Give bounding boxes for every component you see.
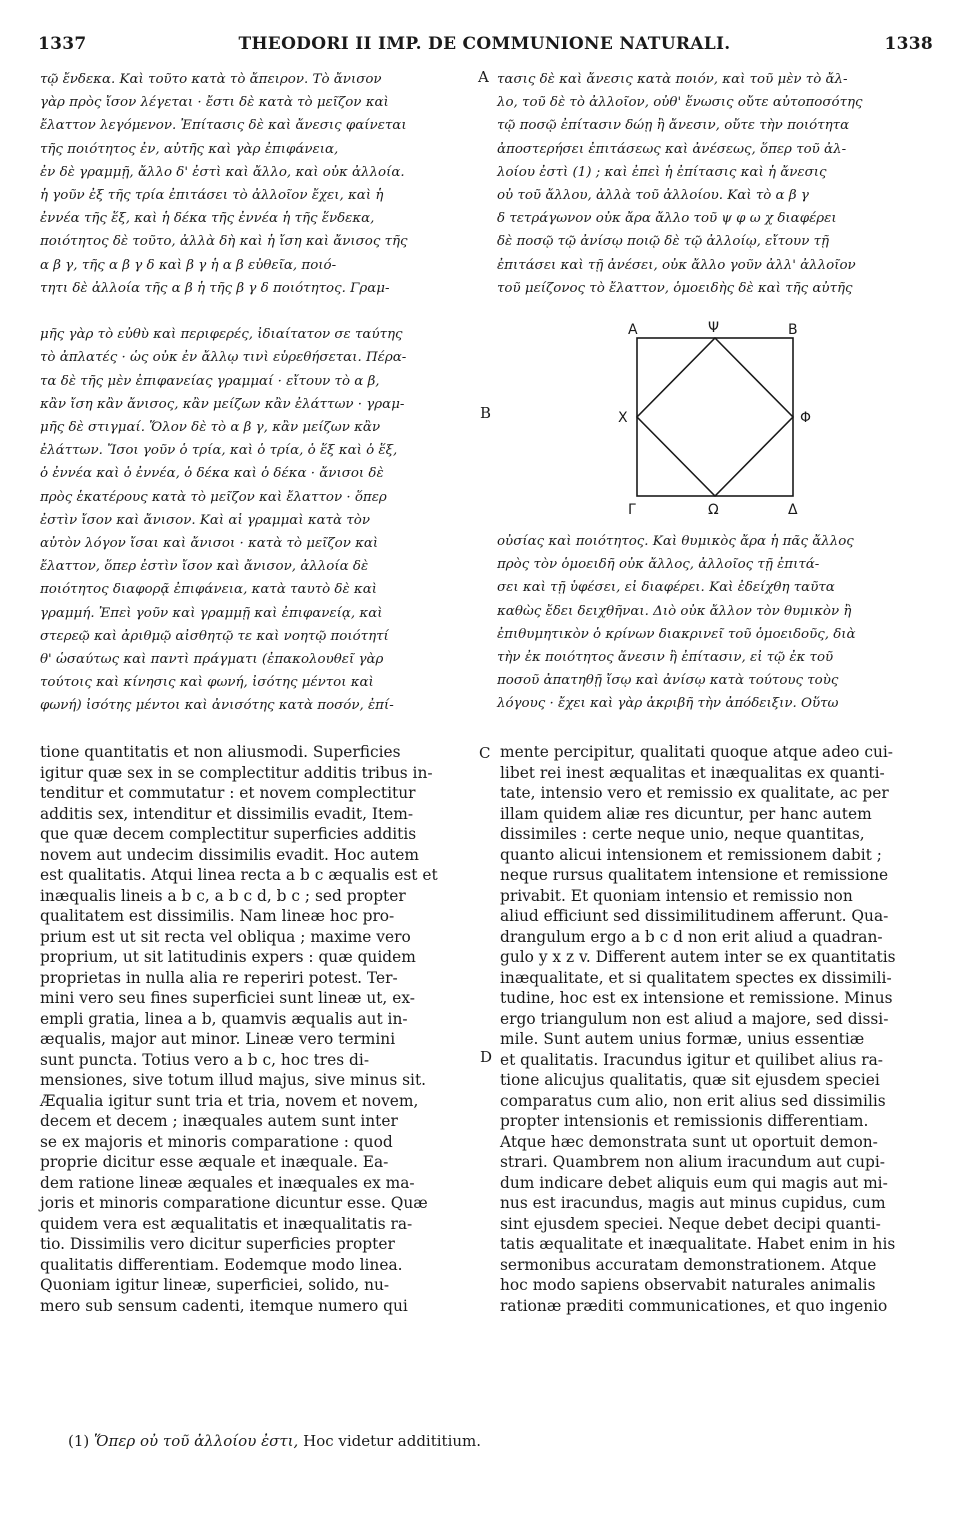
greek-right-top-line: τῷ ποσῷ ἐπίτασιν δώῃ ἢ ἄνεσιν, οὔτε τὴν ποιότητα	[497, 118, 850, 134]
latin-left-line: proprie dicitur esse æquale et inæquale. Ea-	[40, 1153, 389, 1171]
latin-right-line: tatis æqualitate et inæqualitate. Habet enim in his	[500, 1235, 896, 1253]
greek-left-line: ἔλαττον λεγόμενον. Ἐπίτασις δὲ καὶ ἄνεσις φαίνεται	[40, 118, 407, 134]
page-number-right: 1338	[884, 34, 933, 54]
greek-right-top-line: λο, τοῦ δὲ τὸ ἀλλοῖον, οὐθ' ἕνωσις οὔτε αὐτοποσότης	[497, 95, 863, 111]
latin-right-line: dum indicare debet aliquis eum qui magis aut mi-	[500, 1173, 888, 1192]
greek-right-top-line: ἀποστερήσει ἐπιτάσεως καὶ ἀνέσεως, ὅπερ τοῦ ἀλ-	[497, 141, 847, 157]
greek-right-top-line: δὲ ποσῷ τῷ ἀνίσῳ ποιῷ δὲ τῷ ἀλλοίῳ, εἴτουν τῇ	[497, 234, 830, 250]
latin-right-line: hoc modo sapiens observabit naturales animalis	[500, 1276, 876, 1294]
latin-left-line: novem aut undecim dissimilis evadit. Hoc autem	[40, 845, 419, 864]
latin-left-line: joris et minoris comparatione dicuntur esse. Quæ	[40, 1194, 428, 1212]
margin-letter-d: D	[480, 1048, 493, 1066]
greek-left-line: φωνή) ἰσότης μέντοι καὶ ἀνισότης κατὰ ποσόν, ἐπί-	[40, 698, 394, 714]
latin-left-line: est qualitatis. Atqui linea recta a b c æqualis est et	[40, 866, 438, 884]
greek-left-line: τῷ ἔνδεκα. Καὶ τοῦτο κατὰ τὸ ἄπειρον. Τὸ ἄνισον	[40, 72, 382, 87]
greek-left-line: τητι δὲ ἀλλοία τῆς α β ἡ τῆς β γ δ ποιότητος. Γραμ-	[40, 280, 390, 296]
label-top-right: B	[788, 322, 798, 338]
greek-right-bottom-line: καθὼς ἔδει δειχθῆναι. Διὸ οὐκ ἄλλον τὸν θυμικὸν ἢ	[497, 603, 852, 619]
greek-right-column-bottom	[497, 530, 933, 716]
greek-left-line	[40, 300, 472, 323]
greek-left-line: μῆς δὲ στιγμαί. Ὅλον δὲ τὸ α β γ, κἂν μείζων κἂν	[40, 420, 381, 436]
latin-left-line: dem ratione lineæ æquales et inæquales ex ma-	[40, 1173, 415, 1192]
greek-right-bottom-line: σει καὶ τῇ ὑφέσει, εἰ διαφέρει. Καὶ ἐδείχθη ταῦτα	[497, 580, 835, 596]
latin-right-line: neque rursus qualitatem intensione et remissione	[500, 866, 889, 884]
greek-right-top-line: οὐ τοῦ ἄλλου, ἀλλὰ τοῦ ἀλλοίου. Καὶ τὸ α β γ	[497, 188, 809, 204]
footnote-latin: Hoc videtur addititium.	[303, 1432, 482, 1450]
latin-left-line: mero sub sensum cadenti, itemque numero qui	[40, 1296, 408, 1315]
greek-left-line: τούτοις καὶ κίνησις καὶ φωνή, ἰσότης μέντοι καὶ	[40, 675, 374, 691]
greek-left-line: ἐννέα τῆς ἕξ, καὶ ἡ δέκα τῆς ἐννέα ἡ τῆς ἕνδεκα,	[40, 211, 375, 227]
greek-right-bottom-line: ποσοῦ ἀπατηθῇ ἴσῳ καὶ ἀνίσῳ κατὰ τούτους τοὺς	[497, 673, 839, 689]
latin-right-line: inæqualitate, et si qualitatem spectes ex dissimili-	[500, 968, 892, 987]
latin-left-line: empli gratia, linea a b, quamvis æqualis aut in-	[40, 1009, 408, 1028]
latin-left-line: Quoniam igitur lineæ, superficiei, solido, nu-	[40, 1276, 390, 1294]
greek-right-bottom-line: λόγους · ἔχει καὶ γὰρ ἀκριβῆ τὴν ἀπόδειξιν. Οὕτω	[497, 696, 839, 712]
latin-right-line: dissimiles : certe neque unio, neque quantitas,	[500, 825, 865, 843]
greek-right-top-line: λοίου ἐστὶ (1) ; καὶ ἐπεὶ ἡ ἐπίτασις καὶ ἡ ἄνεσις	[497, 164, 827, 180]
latin-right-column	[500, 742, 934, 1316]
label-bottom-right: Δ	[788, 502, 798, 518]
latin-left-line: Æqualia igitur sunt tria et tria, novem et novem,	[40, 1091, 419, 1110]
greek-right-top-line: δ τετράγωνον οὐκ ἄρα ἄλλο τοῦ ψ φ ω χ διαφέρει	[497, 211, 837, 227]
greek-left-line: ποιότητος διαφορᾷ ἐπιφάνεια, κατὰ ταυτὸ δὲ καὶ	[40, 582, 378, 598]
latin-left-line: qualitatis differentiam. Eodemque modo linea.	[40, 1255, 403, 1274]
latin-right-line: drangulum ergo a b c d non erit aliud a quadran-	[500, 927, 883, 946]
latin-right-line: strari. Quambrem non alium iracundum aut cupi-	[500, 1153, 886, 1171]
latin-right-line: propter intensionis et remissionis differentiam.	[500, 1112, 869, 1130]
greek-left-column	[40, 68, 472, 718]
latin-right-line: et qualitatis. Iracundus igitur et quilibet alius ra-	[500, 1050, 883, 1069]
greek-left-line: ποιότητος δὲ τοῦτο, ἀλλὰ δὴ καὶ ἡ ἴση καὶ ἄνισος τῆς	[40, 234, 408, 250]
greek-left-line: γραμμή. Ἐπεὶ γοῦν καὶ γραμμῇ καὶ ἐπιφανείᾳ, καὶ	[40, 605, 383, 621]
footnote	[68, 1432, 481, 1450]
latin-left-line: se ex majoris et minoris comparatione : quod	[40, 1132, 393, 1151]
latin-left-line: que quæ decem complectitur superficies additis	[40, 825, 417, 843]
latin-left-line: proprium, ut sit latitudinis expers : quæ quidem	[40, 948, 416, 966]
margin-letter-b: B	[480, 404, 492, 422]
latin-right-line: comparatus cum alio, non erit alius sed dissimilis	[500, 1091, 886, 1110]
greek-left-line: ἡ γοῦν ἐξ τῆς τρία ἐπιτάσει τὸ ἀλλοῖον ἔχει, καὶ ἡ	[40, 188, 384, 204]
margin-letter-a: A	[478, 68, 489, 86]
greek-left-line: μῆς γὰρ τὸ εὐθὺ καὶ περιφερές, ἰδιαίτατον σε ταύτης	[40, 327, 403, 343]
latin-left-line: decem et decem ; inæquales autem sunt inter	[40, 1112, 398, 1130]
footnote-marker: (1)	[68, 1432, 90, 1450]
greek-left-line: πρὸς ἑκατέρους κατὰ τὸ μεῖζον καὶ ἔλαττον · ὅπερ	[40, 489, 387, 505]
latin-left-line: tio. Dissimilis vero dicitur superficies propter	[40, 1235, 395, 1253]
latin-right-line: illam quidem aliæ res dicuntur, per hanc autem	[500, 804, 872, 823]
greek-right-column-top	[497, 68, 933, 300]
greek-right-top-line: ἐπιτάσει καὶ τῇ ἀνέσει, οὐκ ἄλλο γοῦν ἀλλ' ἀλλοῖον	[497, 257, 856, 273]
latin-left-line: igitur quæ sex in se complectitur additis tribus in-	[40, 763, 433, 782]
latin-right-line: quanto alicui intensionem et remissionem dabit ;	[500, 845, 882, 864]
greek-left-line: στερεῷ καὶ ἀριθμῷ αἰσθητῷ τε καὶ νοητῷ ποιότητί	[40, 628, 389, 644]
footnote-greek: Ὅπερ οὐ τοῦ ἀλλοίου ἐστι,	[94, 1432, 299, 1450]
latin-left-line: qualitatem est dissimilis. Nam lineæ hoc pro-	[40, 907, 395, 925]
latin-left-line: inæqualis lineis a b c, a b c d, b c ; sed propter	[40, 886, 406, 905]
latin-right-line: tate, intensio vero et remissio ex qualitate, ac per	[500, 784, 889, 802]
latin-right-line: privabit. Et quoniam intensio et remissio non	[500, 886, 853, 905]
label-top-mid: Ψ	[708, 320, 720, 336]
latin-right-line: mile. Sunt autem unius formæ, unius essentiæ	[500, 1030, 865, 1048]
outer-square	[637, 338, 793, 496]
latin-left-line: prium est ut sit recta vel obliqua ; maxime vero	[40, 927, 411, 946]
latin-left-line: tenditur et commutatur : et novem complectitur	[40, 784, 416, 802]
greek-right-bottom-line: τὴν ἐκ ποιότητος ἄνεσιν ἢ ἐπίτασιν, εἰ τῷ ἐκ τοῦ	[497, 650, 834, 666]
greek-left-line: ἔλαττον, ὅπερ ἐστὶν ἴσον καὶ ἄνισον, ἀλλοία δὲ	[40, 559, 369, 575]
latin-left-line: additis sex, intenditur et dissimilis evadit, Item-	[40, 804, 414, 823]
latin-right-line: tione alicujus qualitatis, quæ sit ejusdem speciei	[500, 1071, 880, 1089]
label-bottom-left: Γ	[628, 502, 636, 518]
label-mid-left: X	[618, 410, 628, 426]
page-number-left: 1337	[38, 34, 87, 54]
greek-right-bottom-line: ἐπιθυμητικὸν ὁ κρίνων διακρινεῖ τοῦ ὁμοειδοῦς, διὰ	[497, 626, 856, 642]
latin-left-line: mini vero seu fines superficiei sunt lineæ ut, ex-	[40, 989, 415, 1007]
greek-left-line: α β γ, τῆς α β γ δ καὶ β γ ἡ α β εὐθεῖα, ποιό-	[40, 257, 337, 273]
label-top-left: A	[628, 322, 638, 338]
greek-right-bottom-line: οὐσίας καὶ ποιότητος. Καὶ θυμικὸς ἄρα ἡ πᾶς ἄλλος	[497, 534, 854, 549]
running-title: THEODORI II IMP. DE COMMUNIONE NATURALI.	[238, 34, 731, 54]
greek-left-line: κἂν ἴση κἂν ἄνισος, κἂν μείζων κἂν ἐλάττων · γραμ-	[40, 396, 405, 412]
latin-left-line: tione quantitatis et non aliusmodi. Superficies	[40, 743, 401, 761]
latin-left-line: sunt puncta. Totius vero a b c, hoc tres di-	[40, 1050, 370, 1069]
greek-right-top-line: τασις δὲ καὶ ἄνεσις κατὰ ποιόν, καὶ τοῦ μὲν τὸ ἄλ-	[497, 72, 848, 87]
latin-right-line: sermonibus accuratam demonstrationem. Atque	[500, 1255, 877, 1274]
label-mid-right: Φ	[800, 410, 812, 426]
latin-left-line: mensiones, sive totum illud majus, sive minus sit.	[40, 1071, 427, 1089]
greek-left-line: αὐτὸν λόγον ἴσαι καὶ ἄνισοι · κατὰ τὸ μεῖζον καὶ	[40, 536, 379, 552]
greek-right-top-line: τοῦ μείζονος τὸ ἔλαττον, ὁμοειδὴς δὲ καὶ τῆς αὐτῆς	[497, 280, 853, 296]
latin-left-line: quidem vera est æqualitatis et inæqualitatis ra-	[40, 1214, 413, 1233]
greek-left-line: ἐν δὲ γραμμῇ, ἄλλο δ' ἐστὶ καὶ ἄλλο, καὶ οὐκ ἀλλοία.	[40, 164, 405, 180]
square-diagram	[600, 318, 840, 518]
latin-right-line: sint ejusdem speciei. Neque debet decipi quanti-	[500, 1214, 881, 1233]
latin-left-line: æqualis, major aut minor. Lineæ vero termini	[40, 1030, 396, 1048]
latin-right-line: tudine, hoc est ex intensione et remissione. Minus	[500, 989, 893, 1007]
latin-right-line: mente percipitur, qualitati quoque atque adeo cui-	[500, 743, 893, 761]
greek-left-line: γὰρ πρὸς ἴσον λέγεται · ἔστι δὲ κατὰ τὸ μεῖζον καὶ	[40, 95, 389, 111]
latin-left-line: proprietas in nulla alia re reperiri potest. Ter-	[40, 968, 398, 987]
latin-right-line: aliud efficiunt sed dissimilitudinem afferunt. Qua-	[500, 907, 889, 925]
latin-right-line: gulo y x z v. Different autem inter se ex quantitatis	[500, 948, 896, 966]
greek-right-bottom-line: πρὸς τὸν ὁμοειδῆ οὐκ ἄλλος, ἀλλοῖος τῇ ἐπιτά-	[497, 557, 820, 573]
latin-right-line: ergo triangulum non est aliud a majore, sed dissi-	[500, 1009, 889, 1028]
latin-right-line: rationæ præditi communicationes, et quo ingenio	[500, 1296, 888, 1315]
latin-left-column	[40, 742, 474, 1316]
greek-left-line: τα δὲ τῆς μὲν ἐπιφανείας γραμμαί · εἴτουν τὸ α β,	[40, 373, 380, 389]
inner-rhombus	[637, 338, 793, 496]
greek-left-line: τῆς ποιότητος ἐν, αὐτῆς καὶ γὰρ ἐπιφάνεια,	[40, 141, 339, 157]
latin-right-line: Atque hæc demonstrata sunt ut oportuit demon-	[500, 1132, 878, 1151]
greek-left-line: ἐστὶν ἴσον καὶ ἄνισον. Καὶ αἱ γραμμαὶ κατὰ τὸν	[40, 512, 370, 528]
label-bottom-mid: Ω	[708, 502, 719, 518]
margin-letter-c: C	[479, 744, 491, 762]
greek-left-line: τὸ ἀπλατές · ὡς οὐκ ἐν ἄλλῳ τινὶ εὑρεθήσεται. Πέρα-	[40, 350, 407, 366]
greek-left-line: θ' ὡσαύτως καὶ παντὶ πράγματι (ἐπακολουθεῖ γὰρ	[40, 652, 384, 668]
greek-left-line: ἐλάττων. Ἴσοι γοῦν ὁ τρία, καὶ ὁ τρία, ὁ ἕξ καὶ ὁ ἕξ,	[40, 443, 398, 459]
greek-left-line: ὁ ἐννέα καὶ ὁ ἐννέα, ὁ δέκα καὶ ὁ δέκα · ἄνισοι δὲ	[40, 466, 384, 482]
latin-right-line: nus est iracundus, magis aut minus cupidus, cum	[500, 1194, 886, 1212]
latin-right-line: libet rei inest æqualitas et inæqualitas ex quanti-	[500, 763, 885, 782]
